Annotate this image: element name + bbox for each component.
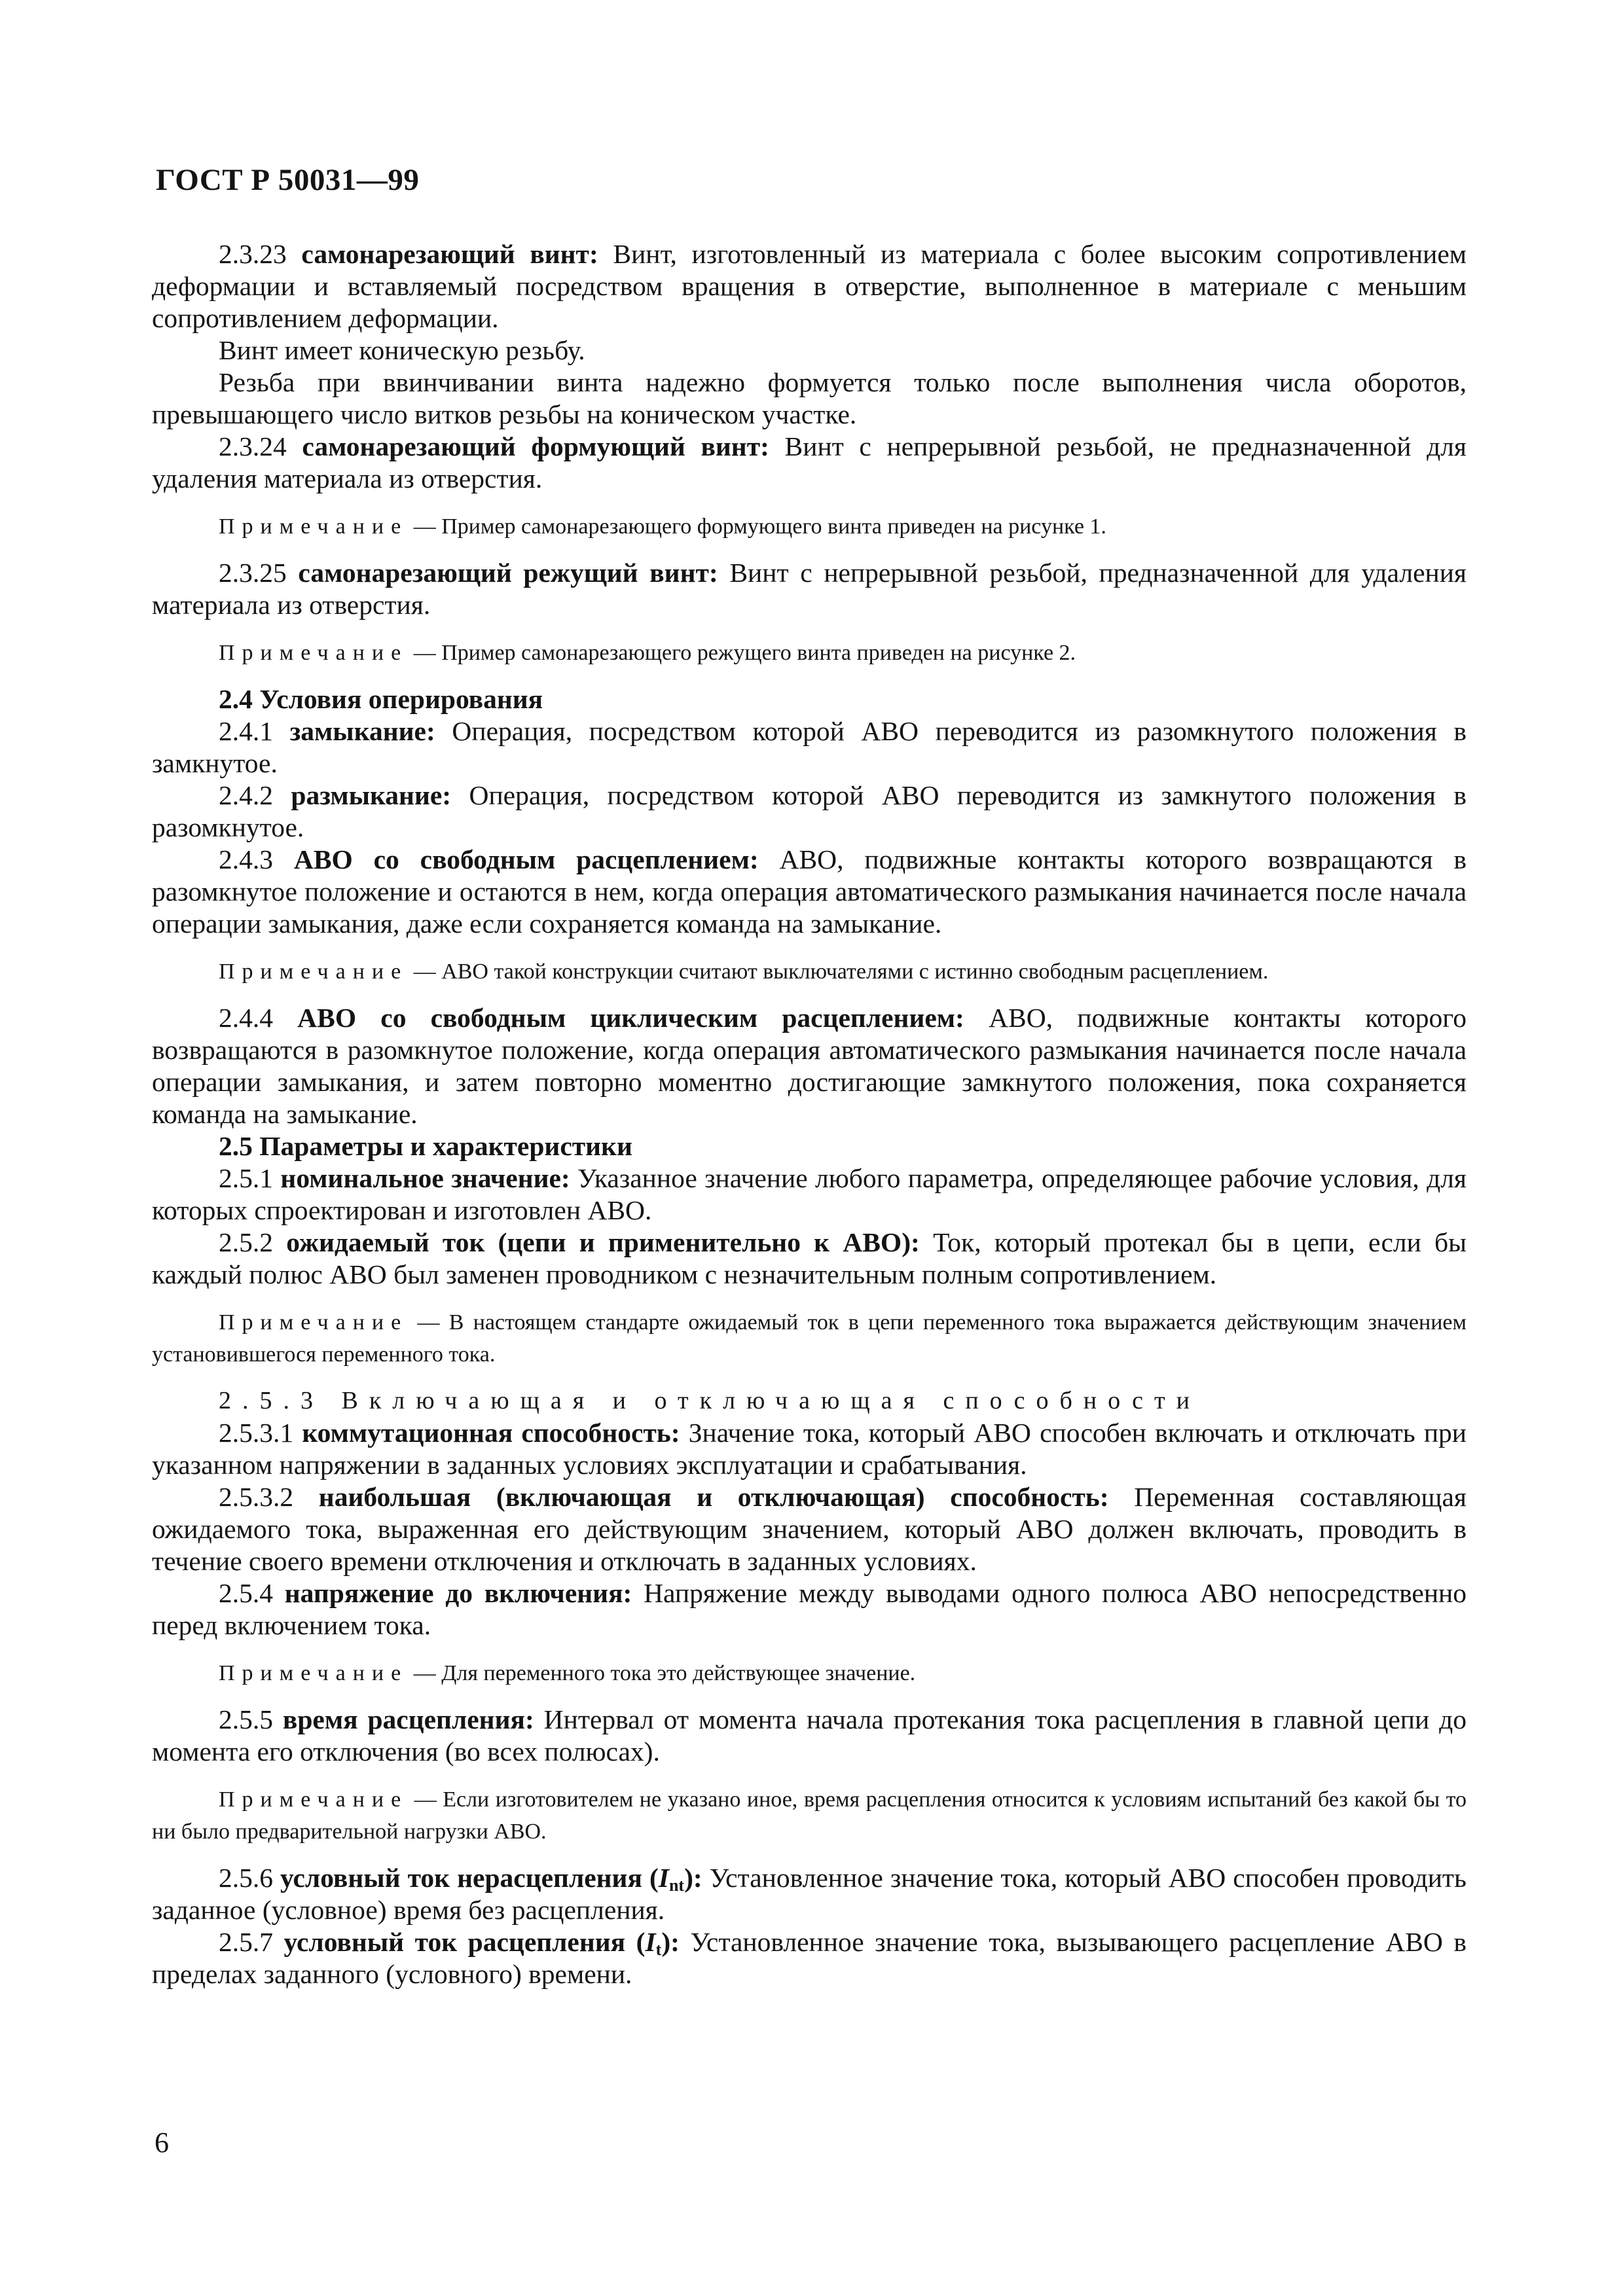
note-label: Примечание [219, 1310, 409, 1335]
definition: Операция, посредством которой АВО переводится из разомкнутого положения в замкнутое. [152, 716, 1467, 778]
definition: АВО, подвижные контакты которого возвращаются в разомкнутое положение и остаются в нем, когда операция автоматического размыкания начинается после начала операции замыкания, даже если сохраняется команда на замыкание. [152, 844, 1467, 939]
note [152, 1784, 1467, 1848]
definition: Переменная составляющая ожидаемого тока, выраженная его действующим значением, который АВО должен включать, проводить в течение своего времени отключения и отключать в заданных условиях. [152, 1482, 1467, 1576]
definition: Винт, изготовленный из материала с более высоким сопротивлением деформации и вставляемый посредством вращения в отверстие, выполненное в материале с меньшим сопротивлением деформации. [152, 239, 1467, 333]
definition: Ток, который протекал бы в цепи, если бы каждый полюс АВО был заменен проводником с незначительным полным сопротивлением. [152, 1227, 1467, 1289]
definition: Установленное значение тока, который АВО способен проводить заданное (условное) время без расцепления. [152, 1863, 1467, 1925]
note-label: Примечание [219, 641, 409, 665]
clause-number: 2.3.24 [219, 431, 287, 461]
clause-number: 2.4.4 [219, 1003, 273, 1033]
note-dash: — [408, 514, 442, 539]
clause-number: 2.5.4 [219, 1578, 273, 1608]
section-heading-2-4: 2.4 Условия оперирования [219, 684, 543, 714]
term: самонарезающий формующий винт: [302, 431, 769, 461]
term: самонарезающий винт: [301, 239, 598, 269]
term: напряжение до включения: [284, 1578, 632, 1608]
paragraph-2-5-2 [152, 1227, 1467, 1291]
term-text: условный ток нерасцепления ( [280, 1863, 659, 1893]
clause-number: 2.3.25 [219, 558, 287, 588]
symbol-subscript: t [655, 1940, 662, 1959]
note-text: В настоящем стандарте ожидаемый ток в цепи переменного тока выражается действующим значением установившегося переменного тока. [152, 1310, 1467, 1367]
paragraph-2-5-6 [152, 1862, 1467, 1926]
paragraph-2-5-1 [152, 1162, 1467, 1227]
paragraph-2-5-4 [152, 1577, 1467, 1641]
note-label: Примечание [219, 1661, 409, 1685]
note-dash: — [408, 1310, 449, 1335]
definition: Указанное значение любого параметра, определяющее рабочие условия, для которых спроектирован и изготовлен АВО. [152, 1163, 1467, 1225]
clause-number: 2.5.3.2 [219, 1482, 294, 1512]
clause-number: 2.5.7 [219, 1927, 273, 1957]
term: АВО со свободным циклическим расцеплением: [297, 1003, 964, 1033]
paragraph-2-5-5 [152, 1704, 1467, 1768]
term: замыкание: [289, 716, 435, 746]
clause-number: 2.3.23 [219, 239, 287, 269]
note [152, 1657, 1467, 1689]
clause-number: 2.5.6 [219, 1863, 273, 1893]
note-label: Примечание [219, 514, 409, 539]
paragraph-2-5-3-2 [152, 1481, 1467, 1577]
paragraph-2-5-7 [152, 1926, 1467, 1990]
term: номинальное значение: [280, 1163, 570, 1193]
symbol: I [658, 1863, 669, 1893]
note-dash: — [408, 1787, 443, 1812]
definition: Интервал от момента начала протекания тока расцепления в главной цепи до момента его отключения (во всех полюсах). [152, 1704, 1467, 1767]
term: время расцепления: [282, 1704, 534, 1734]
definition: Винт с непрерывной резьбой, не предназначенной для удаления материала из отверстия. [152, 431, 1467, 493]
note-label: Примечание [219, 1787, 409, 1812]
page-number: 6 [155, 2126, 169, 2159]
clause-number: 2.4.3 [219, 844, 273, 874]
definition: Напряжение между выводами одного полюса АВО непосредственно перед включением тока. [152, 1578, 1467, 1640]
paragraph-2-4-2 [152, 780, 1467, 844]
note-dash: — [408, 1661, 442, 1685]
term-close: ): [661, 1927, 680, 1957]
note-text: Для переменного тока это действующее значение. [441, 1661, 916, 1685]
clause-number: 2.5.5 [219, 1704, 273, 1734]
definition: АВО, подвижные контакты которого возвращаются в разомкнутое положение, когда операция автоматического размыкания начинается после начала операции замыкания, и затем повторно моментно достигающие замкнутого положения, пока сохраняется команда на замыкание. [152, 1003, 1467, 1129]
document-body [152, 238, 1467, 1990]
note [152, 511, 1467, 543]
paragraph-2-4-3 [152, 844, 1467, 940]
note [152, 956, 1467, 988]
symbol: I [645, 1927, 656, 1957]
term [284, 1927, 680, 1957]
note-text: Если изготовителем не указано иное, время расцепления относится к условиям испытаний без какой бы то ни было предварительной нагрузки АВО. [152, 1787, 1467, 1844]
section-heading-2-5-3: 2.5.3 Включающая и отключающая способности [219, 1387, 1201, 1414]
note [152, 637, 1467, 669]
paragraph-2-3-23 [152, 238, 1467, 334]
definition: Значение тока, который АВО способен включать и отключать при указанном напряжении в заданных условиях эксплуатации и срабатывания. [152, 1418, 1467, 1480]
note [152, 1306, 1467, 1371]
document-header: ГОСТ Р 50031—99 [156, 163, 420, 197]
symbol-subscript: nt [668, 1876, 685, 1895]
note-label: Примечание [219, 960, 409, 984]
paragraph-2-4-1 [152, 715, 1467, 780]
note-text: АВО такой конструкции считают выключателями с истинно свободным расцеплением. [441, 960, 1269, 984]
note-dash: — [408, 641, 442, 665]
clause-number: 2.4.1 [219, 716, 273, 746]
term: размыкание: [291, 780, 452, 810]
term: коммутационная способность: [302, 1418, 680, 1448]
term [280, 1863, 702, 1893]
note-text: Пример самонарезающего формующего винта приведен на рисунке 1. [441, 514, 1106, 539]
paragraph-2-3-25 [152, 557, 1467, 621]
term-close: ): [684, 1863, 702, 1893]
term: самонарезающий режущий винт: [298, 558, 718, 588]
definition: Операция, посредством которой АВО переводится из замкнутого положения в разомкнутое. [152, 780, 1467, 842]
clause-number: 2.5.1 [219, 1163, 273, 1193]
section-heading-2-5: 2.5 Параметры и характеристики [219, 1131, 632, 1161]
paragraph-text: Винт имеет коническую резьбу. [219, 335, 585, 365]
term: наибольшая (включающая и отключающая) способность: [318, 1482, 1109, 1512]
clause-number: 2.4.2 [219, 780, 273, 810]
term: ожидаемый ток (цепи и применительно к АВО): [286, 1227, 920, 1257]
note-dash: — [408, 960, 442, 984]
paragraph-2-3-24 [152, 431, 1467, 495]
paragraph-2-5-3-1 [152, 1417, 1467, 1481]
term-text: условный ток расцепления ( [283, 1927, 646, 1957]
definition: Винт с непрерывной резьбой, предназначенной для удаления материала из отверстия. [152, 558, 1467, 620]
clause-number: 2.5.3.1 [219, 1418, 294, 1448]
term: АВО со свободным расцеплением: [293, 844, 759, 874]
paragraph-text: Резьба при ввинчивании винта надежно формуется только после выполнения числа оборотов, превышающего число витков резьбы на коническом участке. [152, 367, 1467, 429]
definition: Установленное значение тока, вызывающего расцепление АВО в пределах заданного (условного) времени. [152, 1927, 1467, 1989]
note-text: Пример самонарезающего режущего винта приведен на рисунке 2. [441, 641, 1076, 665]
clause-number: 2.5.2 [219, 1227, 273, 1257]
paragraph-2-4-4 [152, 1002, 1467, 1130]
